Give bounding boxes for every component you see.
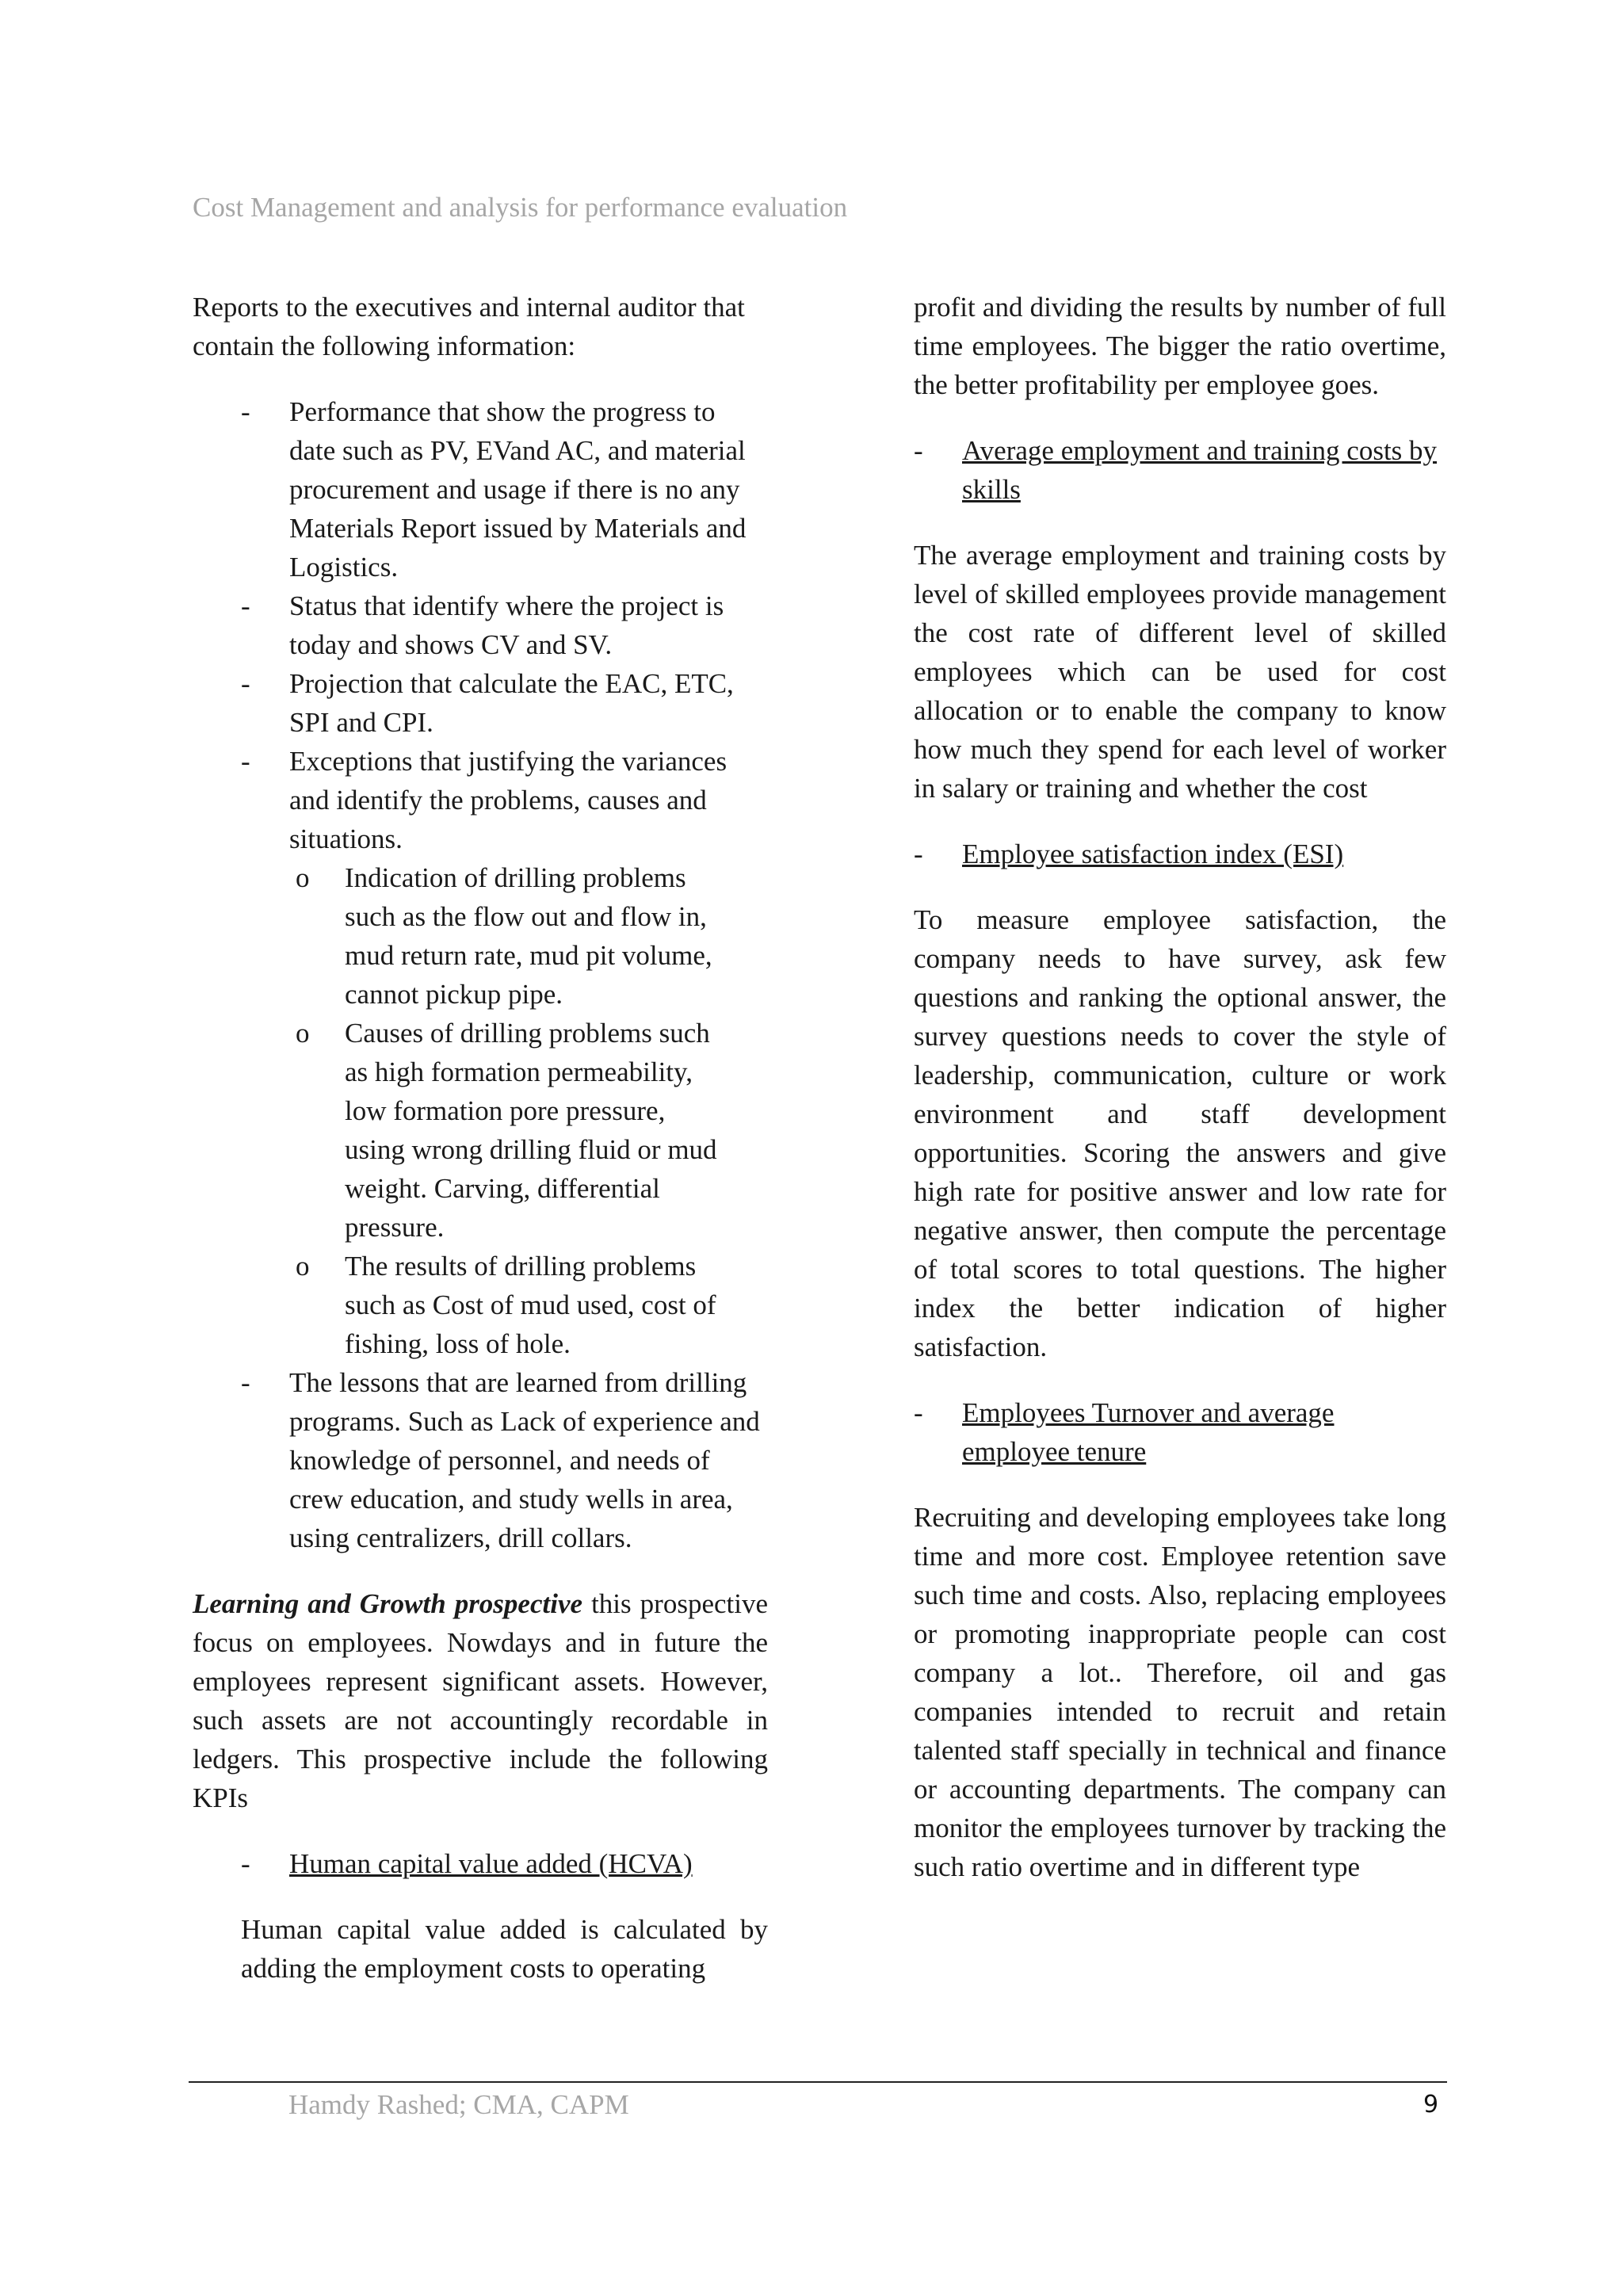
exception-subitems-list <box>289 858 765 1363</box>
dash-bullet: - <box>241 746 250 777</box>
dash-bullet: - <box>241 1848 250 1879</box>
list-item-text: Exceptions that justifying the variances and identify the problems, causes and situations. <box>289 746 727 854</box>
sub-list-item <box>289 858 725 1014</box>
dash-bullet: - <box>241 396 250 427</box>
list-item-text: Performance that show the progress to date such as PV, EVand AC, and material procurement and usage if there is no any Materials Report issued by Materials and Logistics. <box>289 396 747 583</box>
running-header: Cost Management and analysis for performance evaluation <box>193 192 848 223</box>
dash-bullet: - <box>241 590 250 621</box>
list-item-text: The lessons that are learned from drilling programs. Such as Lack of experience and knowledge of personnel, and needs of crew education, and study wells in area, using centralizers, drill collars. <box>289 1367 760 1553</box>
growth-paragraph <box>193 1584 768 1817</box>
esi-heading <box>914 835 1446 873</box>
growth-title: Learning and Growth prospective <box>193 1588 583 1619</box>
hcva-heading <box>193 1844 768 1883</box>
dash-bullet: - <box>241 668 250 699</box>
training-paragraph: The average employment and training costs by level of skilled employees provide management the cost rate of different level of skilled employees which can be used for cost allocation or to enable the company to know how much they spend for each level of worker in salary or training and whether the cost <box>914 540 1446 804</box>
intro-paragraph: Reports to the executives and internal auditor that contain the following information: <box>193 292 745 361</box>
list-item <box>193 1363 765 1557</box>
right-column <box>914 288 1446 1886</box>
circle-bullet: o <box>296 1251 310 1282</box>
turnover-heading <box>914 1393 1446 1471</box>
sub-list-item <box>289 1247 725 1363</box>
sub-list-item-text: Indication of drilling problems such as the flow out and flow in, mud return rate, mud pit volume, cannot pickup pipe. <box>345 862 712 1010</box>
hcva-continued-paragraph: profit and dividing the results by number of full time employees. The bigger the ratio overtime, the better profitability per employee goes. <box>914 292 1446 400</box>
hcva-heading-text: Human capital value added (HCVA) <box>289 1848 693 1879</box>
training-heading-text: Average employment and training costs by skills <box>962 435 1438 505</box>
dash-bullet: - <box>241 1367 250 1398</box>
left-column <box>193 288 768 1988</box>
list-item <box>193 586 765 664</box>
growth-text: this prospective focus on employees. Nowdays and in future the employees represent significant assets. However, such assets are not accountingly recordable in ledgers. This prospective include the following KPIs <box>193 1588 768 1813</box>
sub-list-item-text: The results of drilling problems such as Cost of mud used, cost of fishing, loss of hole. <box>345 1251 716 1359</box>
turnover-paragraph: Recruiting and developing employees take long time and more cost. Employee retention save such time and costs. Also, replacing employees or promoting inappropriate people can cost company a lot.. Therefore, oil and gas companies intended to recruit and retain talented staff specially in technical and finance or accounting departments. The company can monitor the employees turnover by tracking the such ratio overtime and in different type <box>914 1502 1446 1882</box>
list-item <box>193 392 765 586</box>
sub-list-item-text: Causes of drilling problems such as high formation permeability, low formation pore pressure, using wrong drilling fluid or mud weight. Carving, differential pressure. <box>345 1018 717 1243</box>
footer-rule <box>189 2081 1447 2083</box>
report-items-list <box>193 392 768 1557</box>
turnover-heading-text: Employees Turnover and average employee tenure <box>962 1397 1335 1467</box>
training-heading <box>914 431 1446 509</box>
sub-list-item <box>289 1014 725 1247</box>
esi-heading-text: Employee satisfaction index (ESI) <box>962 839 1344 869</box>
circle-bullet: o <box>296 862 310 893</box>
list-item-text: Projection that calculate the EAC, ETC, SPI and CPI. <box>289 668 734 738</box>
list-item-text: Status that identify where the project is today and shows CV and SV. <box>289 590 724 660</box>
esi-paragraph: To measure employee satisfaction, the company needs to have survey, ask few questions and ranking the optional answer, the survey questions needs to cover the style of leadership, communication, culture or work environment and staff development opportunities. Scoring the answers and give high rate for positive answer and low rate for negative answer, then compute the percentage of total scores to total questions. The higher index the better indication of higher satisfaction. <box>914 904 1446 1362</box>
dash-bullet: - <box>914 839 923 869</box>
list-item <box>193 742 765 1363</box>
footer-author: Hamdy Rashed; CMA, CAPM <box>288 2089 629 2120</box>
hcva-paragraph: Human capital value added is calculated by adding the employment costs to operating <box>241 1914 768 1984</box>
dash-bullet: - <box>914 1397 923 1428</box>
dash-bullet: - <box>914 435 923 466</box>
page-number: 9 <box>1423 2091 1439 2118</box>
circle-bullet: o <box>296 1018 310 1049</box>
list-item <box>193 664 765 742</box>
